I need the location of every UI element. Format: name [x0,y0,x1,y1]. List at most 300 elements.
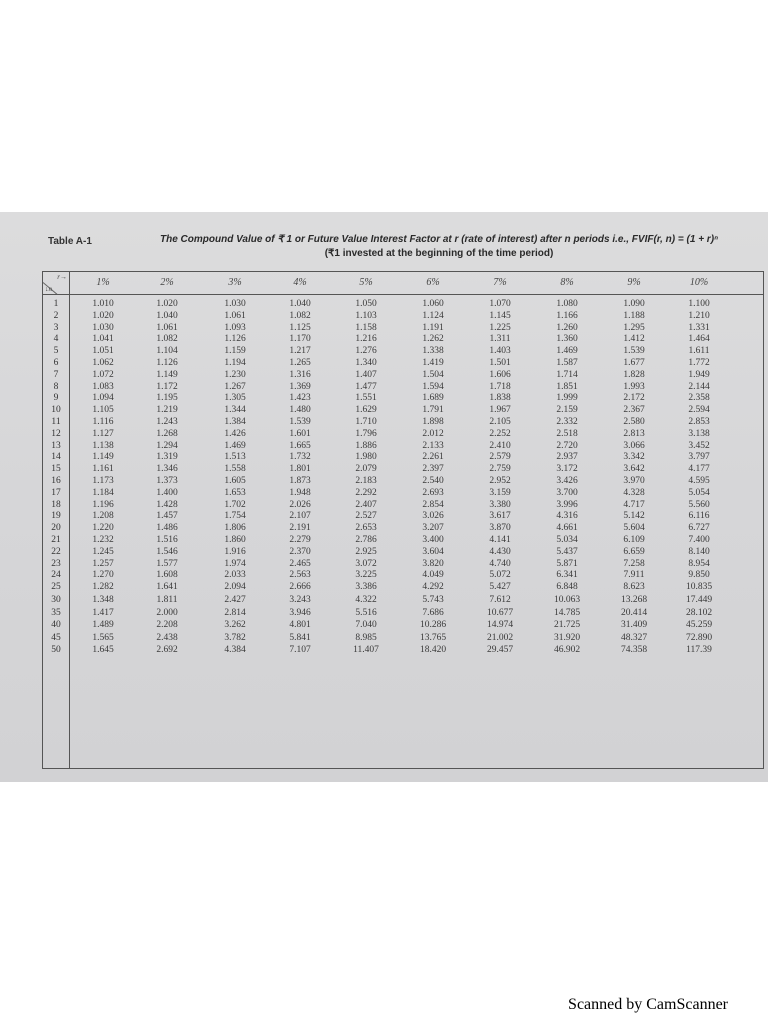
factor-cell: 1.188 [623,310,645,321]
factor-cell: 1.546 [156,546,178,557]
table-row [43,323,763,335]
table-title: The Compound Value of ₹ 1 or Future Value Interest Factor at r (rate of interest) after n periods i.e., FVIF(r, n) = (1 + r)ⁿ [159,234,718,245]
period-cell: 15 [51,464,61,475]
factor-cell: 2.000 [156,607,178,618]
table-row [43,370,763,382]
factor-cell: 2.183 [355,475,377,486]
factor-cell: 1.980 [355,452,377,463]
factor-cell: 1.689 [422,393,444,404]
factor-cell: 2.813 [623,428,645,439]
factor-cell: 2.191 [289,523,311,534]
factor-cell: 1.539 [623,346,645,357]
factor-cell: 14.785 [553,607,581,618]
factor-cell: 2.026 [289,499,311,510]
factor-cell: 1.276 [355,346,377,357]
table-row [43,429,763,441]
factor-cell: 3.700 [556,487,578,498]
factor-cell: 1.653 [224,487,246,498]
table-row [43,405,763,417]
factor-cell: 2.465 [289,558,311,569]
factor-cell: 2.358 [688,393,710,404]
factor-cell: 4.595 [688,475,710,486]
factor-cell: 1.898 [422,416,444,427]
table-row [43,644,763,657]
factor-cell: 6.109 [623,534,645,545]
factor-cell: 1.083 [92,381,114,392]
factor-cell: 3.380 [489,499,511,510]
factor-cell: 1.501 [489,357,511,368]
column-header: 10% [689,277,709,288]
factor-cell: 4.661 [556,523,578,534]
factor-cell: 7.107 [289,645,311,656]
factor-cell: 1.161 [92,464,114,475]
period-cell: 12 [51,428,61,439]
factor-cell: 5.427 [489,582,511,593]
factor-cell: 1.811 [156,594,178,605]
factor-cell: 1.041 [92,334,114,345]
factor-cell: 2.012 [422,428,444,439]
factor-cell: 1.645 [92,645,114,656]
factor-cell: 1.608 [156,570,178,581]
factor-cell: 10.063 [553,594,581,605]
factor-cell: 1.270 [92,570,114,581]
camscanner-watermark: Scanned by CamScanner [568,996,728,1013]
column-header: 4% [293,277,307,288]
factor-cell: 5.516 [355,607,377,618]
table-body [43,299,763,657]
factor-cell: 1.838 [489,393,511,404]
table-row [43,299,763,311]
factor-cell: 18.420 [419,645,447,656]
table-label: Table A-1 [48,236,92,247]
factor-cell: 2.925 [355,546,377,557]
factor-cell: 4.049 [422,570,444,581]
factor-cell: 3.026 [422,511,444,522]
factor-cell: 10.286 [419,620,447,631]
factor-cell: 8.140 [688,546,710,557]
factor-cell: 21.725 [553,620,581,631]
factor-cell: 1.062 [92,357,114,368]
factor-cell: 2.720 [556,440,578,451]
factor-cell: 2.786 [355,534,377,545]
factor-cell: 20.414 [620,607,648,618]
factor-cell: 1.311 [489,334,511,345]
factor-cell: 1.967 [489,405,511,416]
factor-cell: 1.344 [224,405,246,416]
corner-cell [43,272,70,294]
factor-cell: 3.243 [289,594,311,605]
factor-cell: 7.911 [623,570,645,581]
factor-cell: 1.469 [224,440,246,451]
factor-cell: 2.427 [224,594,246,605]
factor-cell: 1.040 [289,299,311,309]
period-cell: 6 [53,357,59,368]
factor-cell: 2.518 [556,428,578,439]
fvif-table [42,271,764,769]
factor-cell: 1.641 [156,582,178,593]
factor-cell: 31.920 [553,632,581,643]
factor-cell: 2.332 [556,416,578,427]
factor-cell: 1.100 [688,299,710,309]
factor-cell: 1.426 [224,428,246,439]
factor-cell: 1.665 [289,440,311,451]
factor-cell: 2.666 [289,582,311,593]
factor-cell: 31.409 [620,620,648,631]
factor-cell: 5.034 [556,534,578,545]
factor-cell: 1.369 [289,381,311,392]
table-row [43,346,763,358]
table-row [43,632,763,645]
column-header: 6% [426,277,440,288]
factor-cell: 1.423 [289,393,311,404]
factor-cell: 1.243 [156,416,178,427]
factor-cell: 3.172 [556,464,578,475]
factor-cell: 2.292 [355,487,377,498]
factor-cell: 2.261 [422,452,444,463]
factor-cell: 1.210 [688,310,710,321]
factor-cell: 45.259 [685,620,713,631]
factor-cell: 1.257 [92,558,114,569]
factor-cell: 1.486 [156,523,178,534]
period-cell: 18 [51,499,61,510]
factor-cell: 1.606 [489,369,511,380]
factor-cell: 1.094 [92,393,114,404]
factor-cell: 1.732 [289,452,311,463]
factor-cell: 1.464 [688,334,710,345]
factor-cell: 1.828 [623,369,645,380]
factor-cell: 2.107 [289,511,311,522]
factor-cell: 3.426 [556,475,578,486]
period-cell: 17 [51,487,61,498]
column-header: 9% [627,277,641,288]
factor-cell: 5.841 [289,632,311,643]
factor-cell: 2.814 [224,607,246,618]
factor-cell: 1.629 [355,405,377,416]
factor-cell: 5.743 [422,594,444,605]
factor-cell: 1.216 [355,334,377,345]
column-header: 5% [359,277,373,288]
factor-cell: 1.714 [556,369,578,380]
factor-cell: 1.262 [422,334,444,345]
factor-cell: 3.617 [489,511,511,522]
factor-cell: 3.946 [289,607,311,618]
table-row [43,311,763,323]
factor-cell: 1.551 [355,393,377,404]
factor-cell: 4.328 [623,487,645,498]
factor-cell: 1.230 [224,369,246,380]
factor-cell: 2.079 [355,464,377,475]
table-row [43,488,763,500]
factor-cell: 1.159 [224,346,246,357]
factor-cell: 1.090 [623,299,645,309]
table-row [43,334,763,346]
column-header: 7% [493,277,507,288]
factor-cell: 1.103 [355,310,377,321]
factor-cell: 1.220 [92,523,114,534]
factor-cell: 1.801 [289,464,311,475]
factor-cell: 1.577 [156,558,178,569]
factor-cell: 1.412 [623,334,645,345]
factor-cell: 21.002 [486,632,514,643]
factor-cell: 14.974 [486,620,514,631]
factor-cell: 2.854 [422,499,444,510]
table-row [43,607,763,620]
table-header-row [43,272,763,295]
period-cell: 4 [53,334,59,345]
factor-cell: 1.504 [422,369,444,380]
factor-cell: 1.407 [355,369,377,380]
column-header: 2% [160,277,174,288]
factor-cell: 7.258 [623,558,645,569]
factor-cell: 8.623 [623,582,645,593]
factor-cell: 2.252 [489,428,511,439]
factor-cell: 1.949 [688,369,710,380]
factor-cell: 3.797 [688,452,710,463]
factor-cell: 1.166 [556,310,578,321]
factor-cell: 1.061 [224,310,246,321]
factor-cell: 72.890 [685,632,713,643]
table-row [43,582,763,594]
period-cell: 10 [51,405,61,416]
factor-cell: 2.397 [422,464,444,475]
period-cell: 20 [51,523,61,534]
factor-cell: 7.400 [688,534,710,545]
factor-cell: 5.604 [623,523,645,534]
factor-cell: 1.093 [224,322,246,333]
factor-cell: 5.142 [623,511,645,522]
factor-cell: 1.993 [623,381,645,392]
factor-cell: 3.452 [688,440,710,451]
period-cell: 21 [51,534,61,545]
factor-cell: 1.172 [156,381,178,392]
column-header: 3% [228,277,242,288]
factor-cell: 28.102 [685,607,713,618]
factor-cell: 5.054 [688,487,710,498]
period-cell: 16 [51,475,61,486]
factor-cell: 3.225 [355,570,377,581]
factor-cell: 5.871 [556,558,578,569]
period-cell: 7 [53,369,59,380]
factor-cell: 11.407 [353,645,379,656]
factor-cell: 1.082 [289,310,311,321]
factor-cell: 17.449 [685,594,713,605]
factor-cell: 1.796 [355,428,377,439]
factor-cell: 4.740 [489,558,511,569]
factor-cell: 1.194 [224,357,246,368]
factor-cell: 1.116 [92,416,114,427]
table-row [43,393,763,405]
factor-cell: 5.560 [688,499,710,510]
table-row [43,594,763,607]
factor-cell: 3.207 [422,523,444,534]
period-cell: 23 [51,558,61,569]
factor-cell: 1.516 [156,534,178,545]
corner-rate-label: r→ [57,273,67,281]
factor-cell: 2.410 [489,440,511,451]
factor-cell: 1.605 [224,475,246,486]
factor-cell: 1.196 [92,499,114,510]
factor-cell: 117.39 [686,645,712,656]
factor-cell: 1.060 [422,299,444,309]
factor-cell: 2.133 [422,440,444,451]
factor-cell: 6.341 [556,570,578,581]
factor-cell: 1.428 [156,499,178,510]
factor-cell: 3.870 [489,523,511,534]
factor-cell: 1.170 [289,334,311,345]
factor-cell: 1.477 [355,381,377,392]
factor-cell: 2.370 [289,546,311,557]
factor-cell: 1.195 [156,393,178,404]
factor-cell: 2.094 [224,582,246,593]
factor-cell: 2.853 [688,416,710,427]
factor-cell: 1.282 [92,582,114,593]
factor-cell: 4.177 [688,464,710,475]
factor-cell: 1.127 [92,428,114,439]
factor-cell: 8.954 [688,558,710,569]
table-row [43,476,763,488]
period-cell: 8 [53,381,59,392]
period-cell: 3 [53,322,59,333]
factor-cell: 1.469 [556,346,578,357]
factor-cell: 2.105 [489,416,511,427]
factor-cell: 4.141 [489,534,511,545]
factor-cell: 10.677 [486,607,514,618]
factor-cell: 1.702 [224,499,246,510]
factor-cell: 2.144 [688,381,710,392]
factor-cell: 2.159 [556,405,578,416]
factor-cell: 1.082 [156,334,178,345]
factor-cell: 2.692 [156,645,178,656]
factor-cell: 2.407 [355,499,377,510]
factor-cell: 74.358 [620,645,648,656]
factor-cell: 2.527 [355,511,377,522]
factor-cell: 2.759 [489,464,511,475]
period-cell: 13 [51,440,61,451]
table-row [43,523,763,535]
table-row [43,382,763,394]
factor-cell: 1.145 [489,310,511,321]
factor-cell: 2.540 [422,475,444,486]
factor-cell: 3.970 [623,475,645,486]
period-cell: 22 [51,546,61,557]
factor-cell: 4.801 [289,620,311,631]
factor-cell: 2.208 [156,620,178,631]
factor-cell: 1.158 [355,322,377,333]
period-cell: 40 [51,620,61,631]
table-row [43,559,763,571]
factor-cell: 3.820 [422,558,444,569]
factor-cell: 2.693 [422,487,444,498]
table-row [43,619,763,632]
table-row [43,417,763,429]
factor-cell: 1.331 [688,322,710,333]
factor-cell: 3.996 [556,499,578,510]
factor-cell: 6.848 [556,582,578,593]
factor-cell: 2.172 [623,393,645,404]
period-cell: 11 [51,416,61,427]
factor-cell: 3.642 [623,464,645,475]
factor-cell: 2.952 [489,475,511,486]
factor-cell: 1.316 [289,369,311,380]
table-row [43,535,763,547]
factor-cell: 1.030 [224,299,246,309]
factor-cell: 1.999 [556,393,578,404]
table-row [43,570,763,582]
factor-cell: 1.030 [92,322,114,333]
factor-cell: 1.400 [156,487,178,498]
factor-cell: 1.873 [289,475,311,486]
factor-cell: 4.316 [556,511,578,522]
factor-cell: 1.104 [156,346,178,357]
period-cell: 45 [51,632,61,643]
table-row [43,547,763,559]
period-cell: 50 [51,645,61,656]
factor-cell: 1.457 [156,511,178,522]
factor-cell: 1.348 [92,594,114,605]
period-cell: 30 [51,594,61,605]
factor-cell: 3.262 [224,620,246,631]
factor-cell: 3.066 [623,440,645,451]
period-cell: 24 [51,570,61,581]
factor-cell: 1.419 [422,357,444,368]
period-cell: 19 [51,511,61,522]
table-row [43,464,763,476]
period-cell: 1 [53,299,59,309]
factor-cell: 1.105 [92,405,114,416]
factor-cell: 4.322 [355,594,377,605]
factor-cell: 4.292 [422,582,444,593]
period-cell: 14 [51,452,61,463]
factor-cell: 1.974 [224,558,246,569]
table-subtitle: (₹1 invested at the beginning of the time period) [324,248,554,259]
factor-cell: 1.217 [289,346,311,357]
factor-cell: 10.835 [685,582,713,593]
factor-cell: 1.886 [355,440,377,451]
factor-cell: 1.360 [556,334,578,345]
table-row [43,511,763,523]
factor-cell: 7.040 [355,620,377,631]
factor-cell: 1.319 [156,452,178,463]
factor-cell: 1.124 [422,310,444,321]
factor-cell: 1.558 [224,464,246,475]
factor-cell: 9.850 [688,570,710,581]
factor-cell: 1.806 [224,523,246,534]
factor-cell: 1.305 [224,393,246,404]
factor-cell: 2.579 [489,452,511,463]
factor-cell: 2.279 [289,534,311,545]
factor-cell: 2.033 [224,570,246,581]
period-cell: 35 [51,607,61,618]
factor-cell: 5.072 [489,570,511,581]
factor-cell: 3.159 [489,487,511,498]
factor-cell: 6.116 [688,511,710,522]
factor-cell: 1.403 [489,346,511,357]
factor-cell: 1.268 [156,428,178,439]
factor-cell: 1.125 [289,322,311,333]
factor-cell: 2.438 [156,632,178,643]
factor-cell: 1.677 [623,357,645,368]
factor-cell: 1.260 [556,322,578,333]
factor-cell: 1.513 [224,452,246,463]
factor-cell: 1.267 [224,381,246,392]
factor-cell: 3.342 [623,452,645,463]
factor-cell: 1.020 [156,299,178,309]
factor-cell: 1.851 [556,381,578,392]
factor-cell: 1.245 [92,546,114,557]
factor-cell: 1.051 [92,346,114,357]
factor-cell: 1.601 [289,428,311,439]
factor-cell: 1.295 [623,322,645,333]
